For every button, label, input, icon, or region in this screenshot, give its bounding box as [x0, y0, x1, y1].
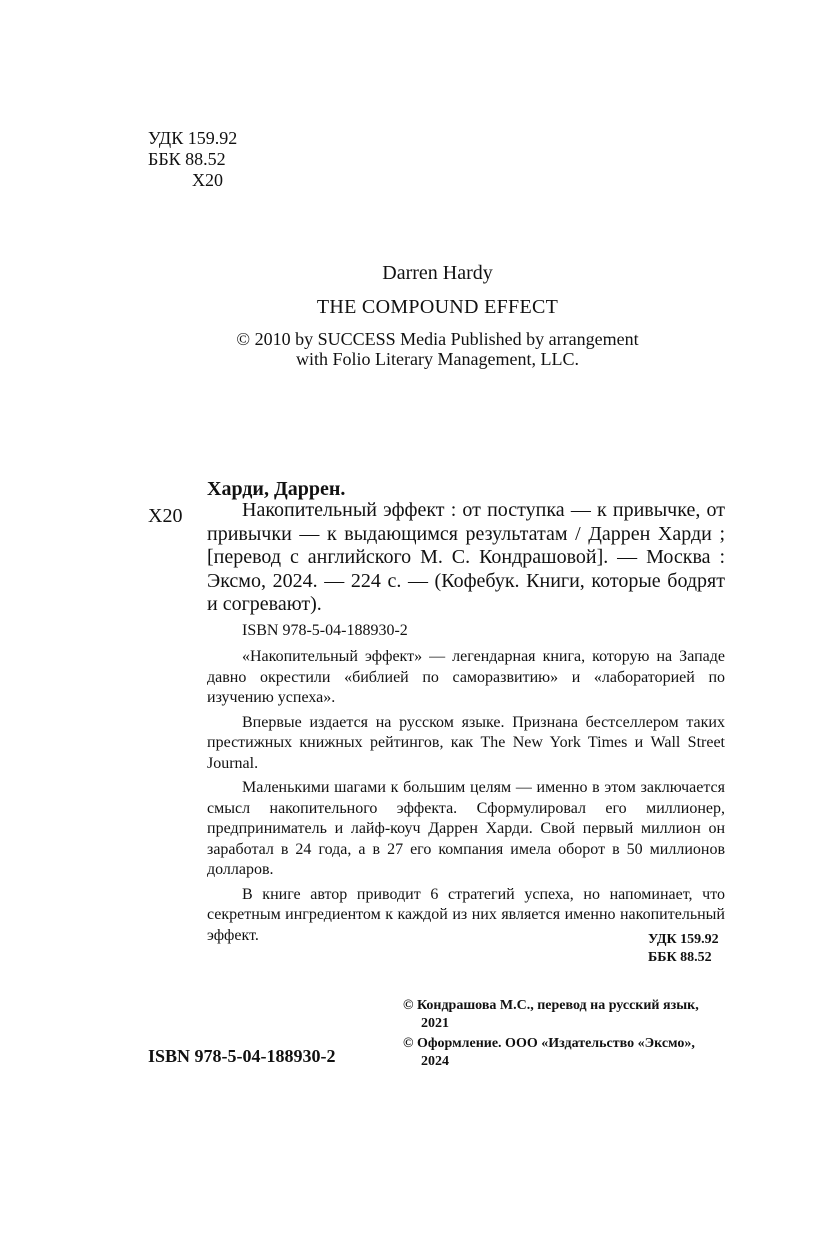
annotation-paragraph: Маленькими шагами к большим целям — именно в этом заключается смысл накопительного эффекта. Сформулировал его миллионер, предприниматель и лайф-коуч Даррен Харди. Свой первый миллион он заработал в 24 года, а в 27 его компания имела оборот в 50 миллионов долларов. — [207, 779, 725, 878]
original-copyright — [150, 329, 725, 369]
original-copyright-line: © 2010 by SUCCESS Media Published by arrangement — [236, 329, 639, 349]
copyright-translation: © Кондрашова М.С., перевод на русский язык, 2021 — [403, 998, 699, 1031]
isbn-bold: ISBN 978-5-04-188930-2 — [148, 1046, 336, 1066]
udk-block-bottom — [648, 931, 719, 967]
udk-block-top — [148, 128, 237, 191]
isbn-line: ISBN 978-5-04-188930-2 — [242, 622, 408, 639]
original-copyright-line: with Folio Literary Management, LLC. — [296, 349, 579, 369]
annotation-paragraph: «Накопительный эффект» — легендарная книга, которую на Западе давно окрестили «библией по саморазвитию» и «лабораторией по изучению успеха». — [207, 648, 725, 706]
udk-code: УДК 159.92 — [148, 128, 238, 148]
catalog-code: Х20 — [148, 505, 183, 527]
author-mark: Х20 — [192, 170, 223, 190]
bbk-code: ББК 88.52 — [648, 950, 712, 965]
bbk-code: ББК 88.52 — [148, 149, 226, 169]
bibliographic-author-heading: Харди, Даррен. — [207, 478, 346, 500]
udk-code: УДК 159.92 — [648, 932, 719, 947]
bibliographic-description: Накопительный эффект : от поступка — к привычке, от привычки — к выдающимся результатам / Даррен Харди ; [перевод с английского М. С. Кондрашовой]. — Москва : Эксмо, 2024. — 224 с. — (Кофебук. Книги, которые бодрят и согревают). — [207, 499, 725, 615]
annotation-paragraph: Впервые издается на русском языке. Признана бестселлером таких престижных книжных рейтингов, как The New York Times и Wall Street Journal. — [207, 713, 725, 772]
copyright-notices — [403, 997, 725, 1073]
copyright-design: © Оформление. ООО «Издательство «Эксмо», 2024 — [403, 1036, 695, 1069]
original-title: THE COMPOUND EFFECT — [316, 296, 559, 318]
annotation-paragraph: В книге автор приводит 6 стратегий успеха, но напоминает, что секретным ингредиентом к каждой из них является именно накопительный эффект. — [207, 885, 725, 944]
annotation — [207, 647, 725, 950]
original-author: Darren Hardy — [382, 262, 493, 284]
